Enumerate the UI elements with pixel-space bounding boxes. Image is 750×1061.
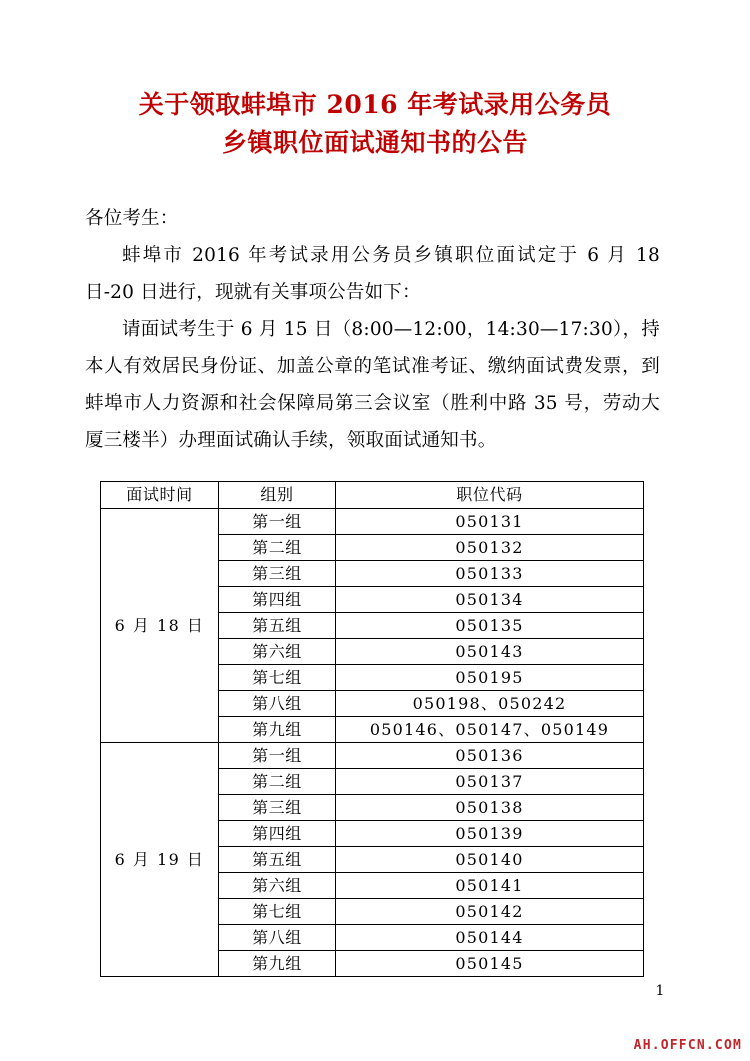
position-code-cell: 050140 [336,847,644,873]
group-cell: 第五组 [219,613,336,639]
table-header [101,482,644,509]
group-cell: 第一组 [219,509,336,535]
group-cell: 第七组 [219,665,336,691]
table-body [101,509,644,977]
position-code-cell: 050141 [336,873,644,899]
column-header-time: 面试时间 [101,482,219,509]
group-cell: 第九组 [219,951,336,977]
column-header-group: 组别 [219,482,336,509]
group-cell: 第八组 [219,691,336,717]
position-code-cell: 050134 [336,587,644,613]
salutation-paragraph: 各位考生： [85,208,179,229]
group-cell: 第七组 [219,899,336,925]
group-cell: 第四组 [219,587,336,613]
position-code-cell: 050136 [336,743,644,769]
position-code-cell: 050131 [336,509,644,535]
position-code-cell: 050139 [336,821,644,847]
interview-schedule-table-wrapper [100,481,643,977]
position-code-cell: 050138 [336,795,644,821]
table-row [101,509,644,535]
group-cell: 第六组 [219,873,336,899]
position-code-cell: 050133 [336,561,644,587]
group-cell: 第一组 [219,743,336,769]
column-header-code: 职位代码 [336,482,644,509]
position-code-cell: 050132 [336,535,644,561]
group-cell: 第八组 [219,925,336,951]
document-body [85,200,660,459]
position-code-cell: 050145 [336,951,644,977]
position-code-cell: 050135 [336,613,644,639]
title-line-1: 关于领取蚌埠市 2016 年考试录用公务员 [138,90,612,119]
site-watermark: AH.OFFCN.COM [633,1038,742,1053]
position-code-cell: 050195 [336,665,644,691]
title-line-2: 乡镇职位面试通知书的公告 [221,128,528,157]
position-code-cell: 050144 [336,925,644,951]
group-cell: 第四组 [219,821,336,847]
body-paragraph-2: 请面试考生于 6 月 15 日（8:00—12:00，14:30—17:30），持本人有效居民身份证、加盖公章的笔试准考证、缴纳面试费发票，到蚌埠市人力资源和社会保障局第三会议室（胜利中路 35 号，劳动大厦三楼半）办理面试确认手续，领取面试通知书。 [85,319,660,451]
interview-date-cell: 6 月 18 日 [101,509,219,743]
position-code-cell: 050137 [336,769,644,795]
position-code-cell: 050142 [336,899,644,925]
group-cell: 第三组 [219,795,336,821]
table-header-row [101,482,644,509]
body-paragraph-1: 蚌埠市 2016 年考试录用公务员乡镇职位面试定于 6 月 18 日-20 日进行，现就有关事项公告如下： [85,245,660,303]
position-code-cell: 050146、050147、050149 [336,717,644,743]
table-row [101,743,644,769]
interview-date-cell: 6 月 19 日 [101,743,219,977]
group-cell: 第二组 [219,769,336,795]
position-code-cell: 050198、050242 [336,691,644,717]
page-number: 1 [655,983,665,999]
position-code-cell: 050143 [336,639,644,665]
group-cell: 第六组 [219,639,336,665]
group-cell: 第二组 [219,535,336,561]
group-cell: 第五组 [219,847,336,873]
group-cell: 第九组 [219,717,336,743]
group-cell: 第三组 [219,561,336,587]
interview-schedule-table [100,481,644,977]
document-title [0,86,750,162]
